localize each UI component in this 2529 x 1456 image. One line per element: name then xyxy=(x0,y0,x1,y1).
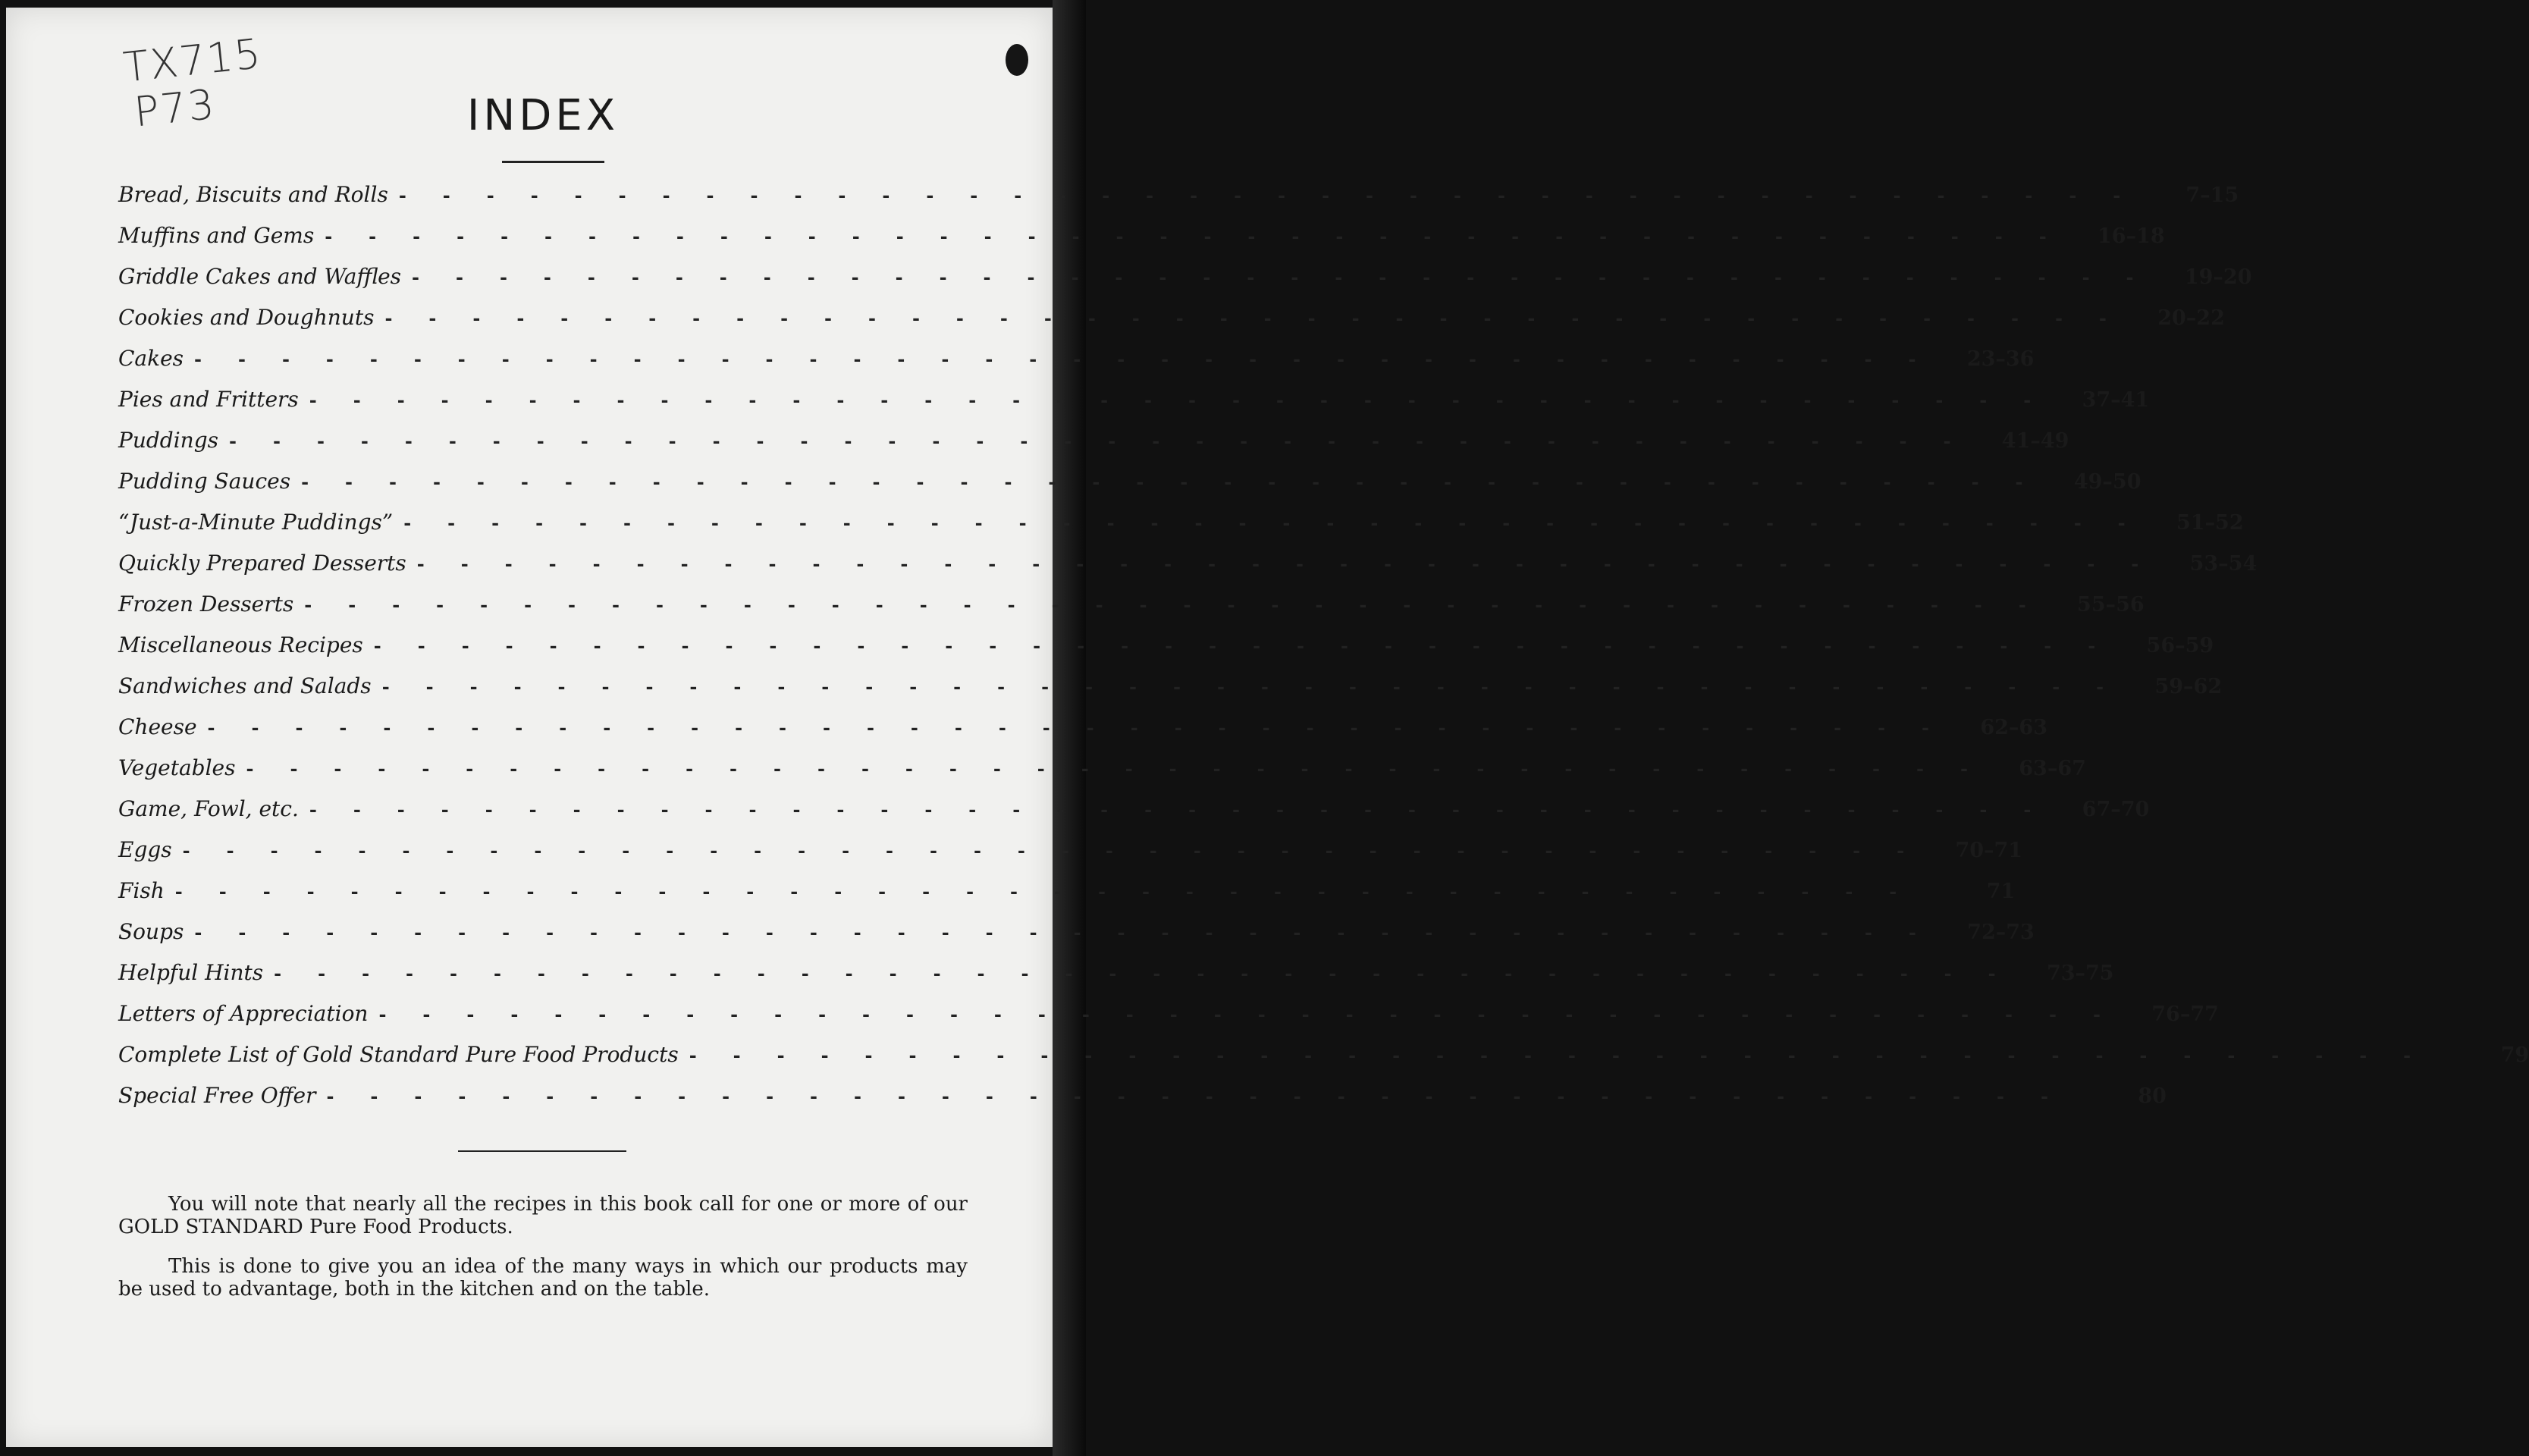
index-entry-label: Complete List of Gold Standard Pure Food Products xyxy=(118,1042,679,1067)
index-entry xyxy=(118,960,2114,1001)
index-entry-pages: 23–36 xyxy=(1966,347,2035,371)
index-entry-pages: 67–70 xyxy=(2082,798,2150,821)
dot-leader: - - - - - - - - - - - - - - - - - - - - - - - - - - - - - - - - - - - - - - - - xyxy=(229,430,1988,452)
index-entry xyxy=(118,714,2047,755)
index-entry-label: Bread, Biscuits and Rolls xyxy=(118,182,388,207)
index-entry-pages: 76–77 xyxy=(2151,1003,2219,1026)
dot-leader: - - - - - - - - - - - - - - - - - - - - - - - - - - - - - - - - - - - - - - - - xyxy=(309,799,2068,821)
index-entry-label: Muffins and Gems xyxy=(118,223,315,248)
dot-leader: - - - - - - - - - - - - - - - - - - - - - - - - - - - - - - - - - - - - - - - - xyxy=(403,512,2162,534)
section-divider xyxy=(458,1150,626,1152)
dot-leader: - - - - - - - - - - - - - - - - - - - - - - - - - - - - - - - - - - - - - - - - xyxy=(274,962,2032,984)
index-entry xyxy=(118,264,2252,305)
dot-leader: - - - - - - - - - - - - - - - - - - - - - - - - - - - - - - - - - - - - - - - - xyxy=(246,758,2004,780)
index-entry-pages: 55–56 xyxy=(2077,593,2145,617)
index-entry-label: Cheese xyxy=(118,714,197,739)
dot-leader: - - - - - - - - - - - - - - - - - - - - - - - - - - - - - - - - - - - - - - - - xyxy=(326,1085,2085,1107)
index-entry-pages: 63–67 xyxy=(2019,757,2086,780)
index-entry-label: Letters of Appreciation xyxy=(118,1001,369,1026)
index-entry-label: Cookies and Doughnuts xyxy=(118,305,375,330)
index-entry-label: Pudding Sauces xyxy=(118,469,291,494)
index-entry xyxy=(118,223,2165,264)
index-entry xyxy=(118,755,2086,796)
note-paragraph-1: You will note that nearly all the recipes in this book call for one or more of our GOLD STANDARD Pure Food Products. xyxy=(118,1193,968,1238)
index-entry-label: Quickly Prepared Desserts xyxy=(118,551,406,576)
index-entry-label: Special Free Offer xyxy=(118,1083,316,1108)
index-entry xyxy=(118,510,2244,551)
index-entry-pages: 20–22 xyxy=(2157,306,2225,330)
index-entry-pages: 37–41 xyxy=(2082,388,2150,412)
index-entry-pages: 7–15 xyxy=(2185,184,2239,207)
dot-leader: - - - - - - - - - - - - - - - - - - - - - - - - - - - - - - - - - - - - - - - - xyxy=(398,184,2157,206)
dot-leader: - - - - - - - - - - - - - - - - - - - - - - - - - - - - - - - - - - - - - - - - xyxy=(304,594,2063,616)
index-entry-pages: 71 xyxy=(1986,880,2016,903)
note-paragraph-2: This is done to give you an idea of the many ways in which our products may be used to advantage, both in the kitchen and on the table. xyxy=(118,1255,968,1301)
index-entry xyxy=(118,837,2023,878)
index-entry-label: Griddle Cakes and Waffles xyxy=(118,264,402,289)
page-title: INDEX xyxy=(466,91,620,140)
index-entry-label: Eggs xyxy=(118,837,172,862)
index-entry-label: Cakes xyxy=(118,346,184,371)
index-entry xyxy=(118,1042,2529,1083)
dot-leader: - - - - - - - - - - - - - - - - - - - - - - - - - - - - - - - - - - - - - - - - xyxy=(207,717,1966,739)
index-entry-pages: 16–18 xyxy=(2098,224,2165,248)
index-entry-pages: 53–54 xyxy=(2189,552,2258,576)
index-entry-label: Frozen Desserts xyxy=(118,592,294,617)
index-entry-pages: 62–63 xyxy=(1980,716,2047,739)
index-entry-pages: 72–73 xyxy=(1967,921,2035,944)
index-entry xyxy=(118,919,2035,960)
index-entry-label: Helpful Hints xyxy=(118,960,264,985)
index-entry xyxy=(118,1083,2167,1124)
index-entry-pages: 73–75 xyxy=(2046,962,2114,985)
index-entry xyxy=(118,182,2239,223)
index-entry-pages: 70–71 xyxy=(1955,839,2023,862)
index-entry-label: “Just-a-Minute Puddings” xyxy=(118,510,394,535)
index-entry-pages: 56–59 xyxy=(2146,634,2214,657)
index-entry-pages: 79 xyxy=(2500,1043,2529,1067)
index-entry-label: Pies and Fritters xyxy=(118,387,299,412)
index-entry xyxy=(118,469,2141,510)
index-entry-pages: 49–50 xyxy=(2073,470,2141,494)
index-entry xyxy=(118,428,2069,469)
index-entry-label: Game, Fowl, etc. xyxy=(118,796,299,821)
index-entry-label: Miscellaneous Recipes xyxy=(118,632,363,657)
index-entry-label: Puddings xyxy=(118,428,219,453)
dot-leader: - - - - - - - - - - - - - - - - - - - - - - - - - - - - - - - - - - - - - - - - xyxy=(416,553,2176,575)
call-number-line-2: P73 xyxy=(132,80,218,136)
index-entry xyxy=(118,673,2223,714)
index-entry-pages: 59–62 xyxy=(2154,675,2223,698)
dot-leader: - - - - - - - - - - - - - - - - - - - - - - - - - - - - - - - - - - - - - - - - xyxy=(325,225,2083,247)
index-entry xyxy=(118,387,2150,428)
dot-leader: - - - - - - - - - - - - - - - - - - - - - - - - - - - - - - - - - - - - - - - - xyxy=(381,676,2141,698)
dot-leader: - - - - - - - - - - - - - - - - - - - - - - - - - - - - - - - - - - - - - - - - xyxy=(412,266,2170,288)
dot-leader: - - - - - - - - - - - - - - - - - - - - - - - - - - - - - - - - - - - - - - - - xyxy=(384,307,2143,329)
index-entry xyxy=(118,592,2145,632)
index-entry-label: Sandwiches and Salads xyxy=(118,673,372,698)
index-entry-label: Vegetables xyxy=(118,755,236,780)
dot-leader: - - - - - - - - - - - - - - - - - - - - - - - - - - - - - - - - - - - - - - - - xyxy=(194,921,1953,943)
dot-leader: - - - - - - - - - - - - - - - - - - - - - - - - - - - - - - - - - - - - - - - - xyxy=(301,471,2060,493)
index-entry xyxy=(118,346,2035,387)
index-entry-pages: 80 xyxy=(2138,1084,2167,1108)
index-entry xyxy=(118,305,2225,346)
index-entry xyxy=(118,878,2016,919)
dot-leader: - - - - - - - - - - - - - - - - - - - - - - - - - - - - - - - - - - - - - - - - xyxy=(174,880,1934,902)
title-divider xyxy=(502,161,604,163)
call-number-line-1: TX715 xyxy=(121,29,265,92)
index-entry xyxy=(118,632,2214,673)
index-entry xyxy=(118,796,2150,837)
dot-leader: - - - - - - - - - - - - - - - - - - - - - - - - - - - - - - - - - - - - - - - - xyxy=(309,389,2068,411)
dot-leader: - - - - - - - - - - - - - - - - - - - - - - - - - - - - - - - - - - - - - - - - xyxy=(182,839,1941,861)
index-list xyxy=(118,182,2529,1124)
index-entry xyxy=(118,551,2258,592)
index-entry-label: Soups xyxy=(118,919,184,944)
index-entry-label: Fish xyxy=(118,878,165,903)
index-entry-pages: 19–20 xyxy=(2184,265,2252,289)
binder-hole xyxy=(1006,44,1028,76)
index-entry xyxy=(118,1001,2219,1042)
index-entry-pages: 51–52 xyxy=(2176,511,2244,535)
index-entry-pages: 41–49 xyxy=(2001,429,2069,453)
dot-leader: - - - - - - - - - - - - - - - - - - - - - - - - - - - - - - - - - - - - - - - - xyxy=(194,348,1953,370)
dot-leader: - - - - - - - - - - - - - - - - - - - - - - - - - - - - - - - - - - - - - - - - xyxy=(373,635,2132,657)
dot-leader: - - - - - - - - - - - - - - - - - - - - - - - - - - - - - - - - - - - - - - - - xyxy=(378,1003,2137,1025)
dot-leader: - - - - - - - - - - - - - - - - - - - - - - - - - - - - - - - - - - - - - - - - xyxy=(689,1044,2448,1066)
